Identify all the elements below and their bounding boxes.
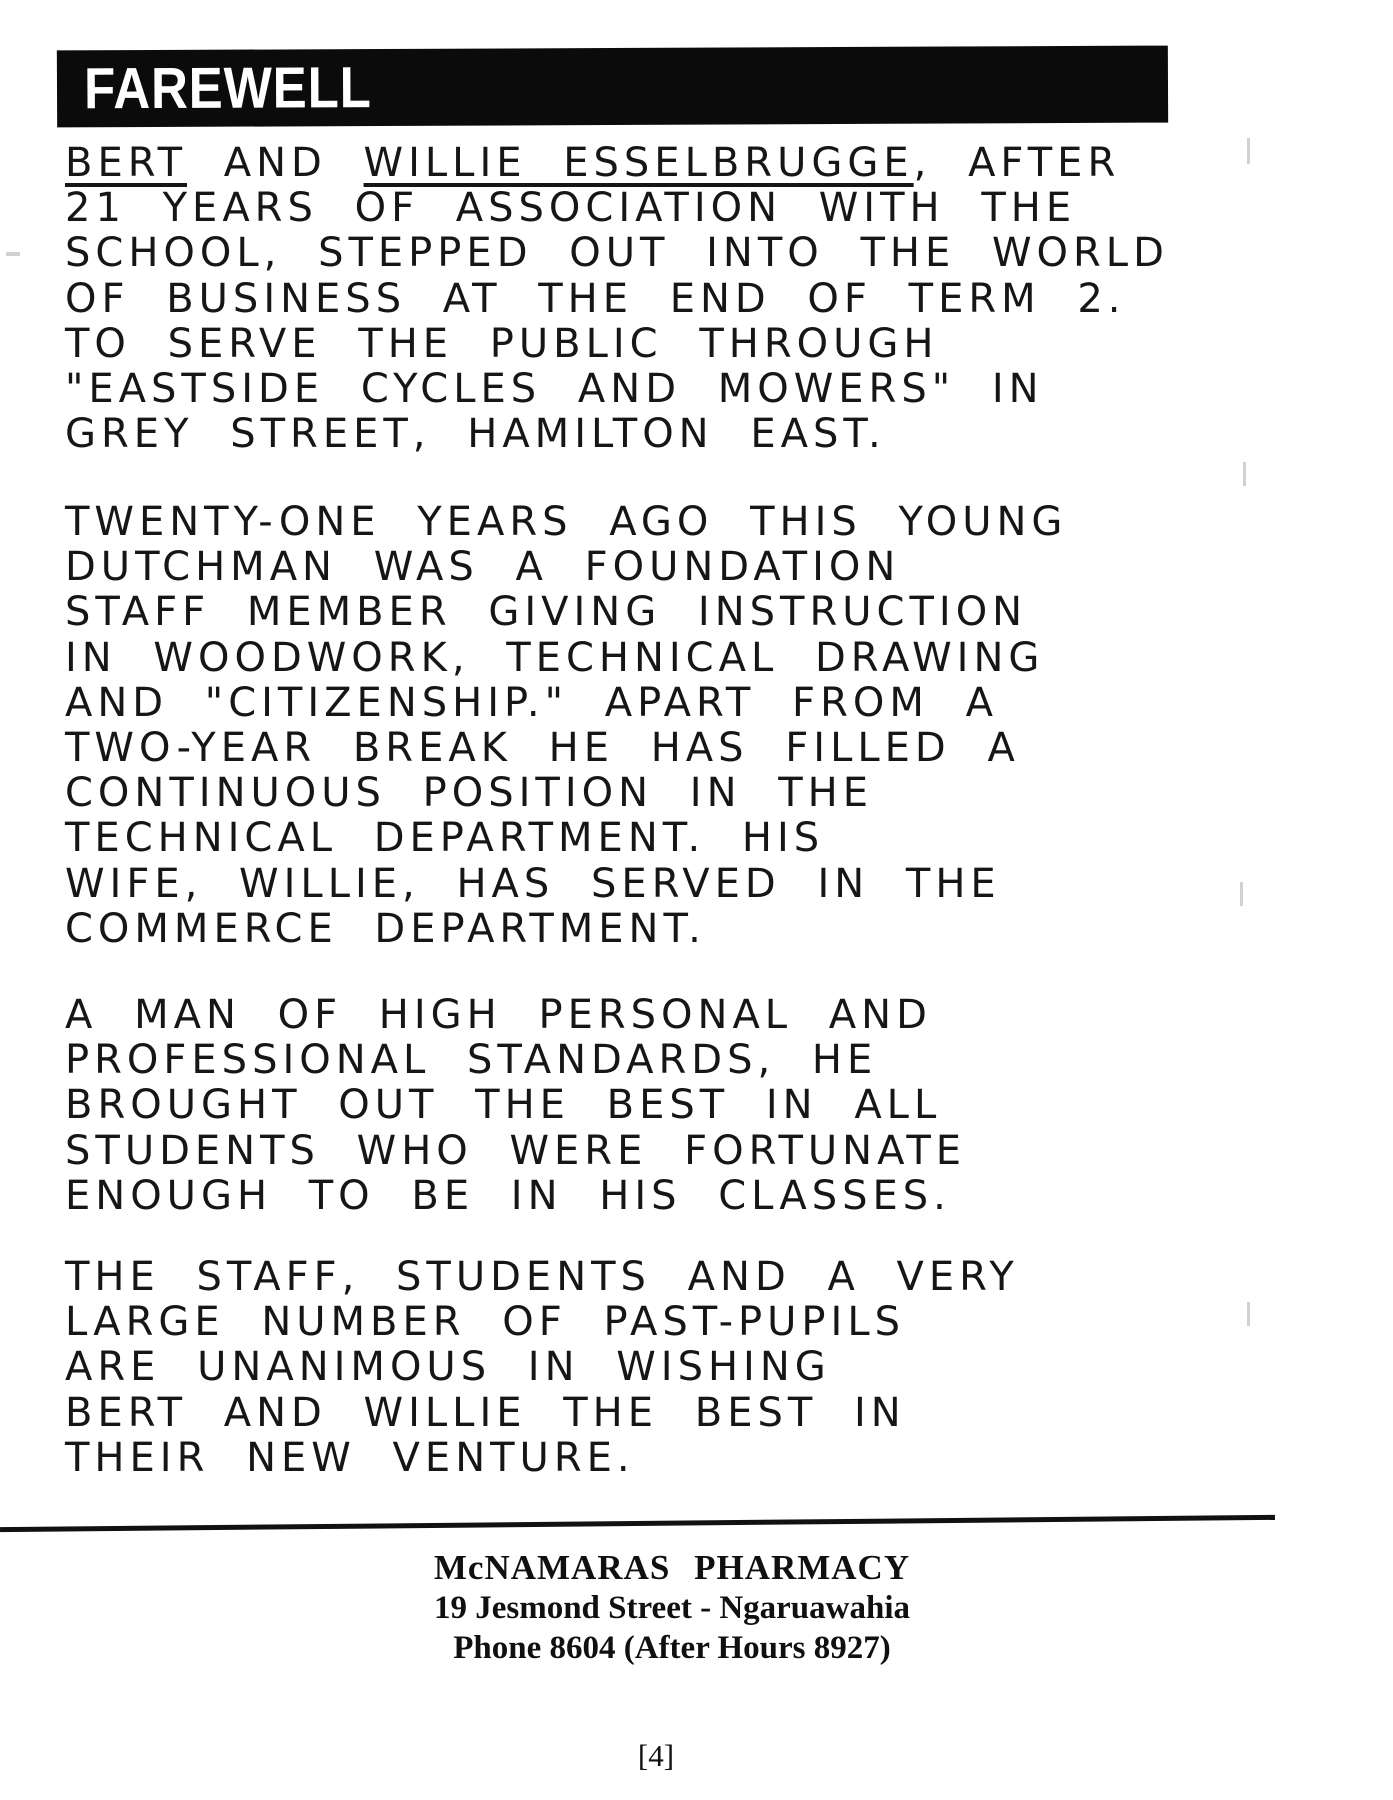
scan-artifact: [1243, 462, 1246, 486]
intro-connector: AND: [187, 140, 364, 186]
text-line: STUDENTS WHO WERE FORTUNATE: [65, 1127, 967, 1174]
text-line: OF BUSINESS AT THE END OF TERM 2.: [65, 275, 1126, 322]
farewell-header-bar: [57, 46, 1168, 128]
text-line: 21 YEARS OF ASSOCIATION WITH THE: [65, 185, 1077, 232]
text-line: BERT AND WILLIE THE BEST IN: [65, 1389, 906, 1436]
paragraph-tribute: [65, 993, 966, 1219]
text-line: IN WOODWORK, TECHNICAL DRAWING: [65, 634, 1045, 681]
text-line: TWENTY-ONE YEARS AGO THIS YOUNG: [65, 499, 1068, 545]
paragraph-intro: [65, 141, 1169, 457]
text-line: WIFE, WILLIE, HAS SERVED IN THE: [65, 860, 1001, 907]
text-line: BROUGHT OUT THE BEST IN ALL: [65, 1082, 942, 1129]
divider-rule: [0, 1515, 1275, 1532]
text-line: AND "CITIZENSHIP." APART FROM A: [65, 679, 998, 726]
advert-phone: Phone 8604 (After Hours 8927): [453, 1630, 891, 1666]
text-line: LARGE NUMBER OF PAST-PUPILS: [65, 1299, 905, 1346]
text-line: COMMERCE DEPARTMENT.: [65, 905, 706, 952]
pharmacy-advert: [0, 1548, 1344, 1668]
text-line: TWO-YEAR BREAK HE HAS FILLED A: [65, 725, 1020, 772]
paragraph-history: [65, 500, 1067, 952]
advert-address: 19 Jesmond Street - Ngaruawahia: [433, 1590, 911, 1626]
text-line: SCHOOL, STEPPED OUT INTO THE WORLD: [65, 230, 1169, 277]
text-line: ARE UNANIMOUS IN WISHING: [65, 1344, 831, 1391]
intro-tail: , AFTER: [913, 140, 1121, 186]
paragraph-farewell-wishes: [65, 1255, 1019, 1481]
page-title: FAREWELL: [83, 55, 372, 122]
text-line: THEIR NEW VENTURE.: [65, 1434, 635, 1481]
underlined-name-willie: WILLIE ESSELBRUGGE: [363, 140, 914, 186]
text-line: THE STAFF, STUDENTS AND A VERY: [65, 1254, 1019, 1300]
underlined-name-bert: BERT: [65, 140, 188, 186]
page-number: [4]: [637, 1738, 675, 1773]
text-line: A MAN OF HIGH PERSONAL AND: [65, 992, 932, 1038]
text-line: ENOUGH TO BE IN HIS CLASSES.: [65, 1172, 951, 1219]
text-line: STAFF MEMBER GIVING INSTRUCTION: [65, 589, 1028, 636]
text-line: CONTINUOUS POSITION IN THE: [65, 770, 873, 817]
text-line: [65, 141, 1169, 186]
text-line: GREY STREET, HAMILTON EAST.: [65, 411, 886, 458]
text-line: "EASTSIDE CYCLES AND MOWERS" IN: [65, 366, 1044, 413]
text-line: TO SERVE THE PUBLIC THROUGH: [65, 320, 939, 367]
scan-artifact: [1247, 138, 1250, 164]
scan-artifact: [6, 252, 20, 256]
scan-artifact: [1247, 1302, 1250, 1326]
text-line: DUTCHMAN WAS A FOUNDATION: [65, 544, 901, 591]
text-line: PROFESSIONAL STANDARDS, HE: [65, 1037, 878, 1084]
advert-name: McNAMARAS PHARMACY: [433, 1548, 911, 1587]
scan-artifact: [1240, 882, 1243, 906]
text-line: TECHNICAL DEPARTMENT. HIS: [65, 815, 825, 862]
